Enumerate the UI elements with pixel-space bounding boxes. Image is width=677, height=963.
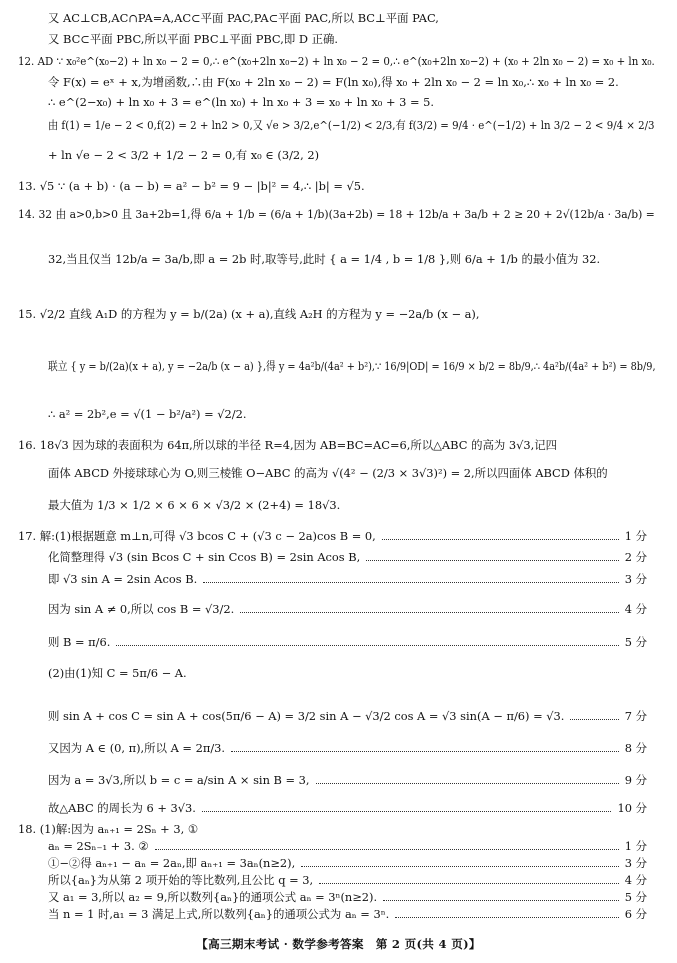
score-mark: 2 分 <box>624 550 647 564</box>
line-text: 15. √2/2 直线 A₁D 的方程为 y = b/(2a) (x + a),直线 A₂H 的方程为 y = −2a/b (x − a), <box>18 307 480 321</box>
step-text: 17. 解:(1)根据题意 m⊥n,可得 √3 bcos C + (√3 c − 2a)cos B = 0, <box>18 529 376 543</box>
step-text: ①−②得 aₙ₊₁ − aₙ = 2aₙ,即 aₙ₊₁ = 3aₙ(n≥2), <box>48 856 296 870</box>
score-mark: 4 分 <box>624 602 647 616</box>
line-text: 14. 32 由 a>0,b>0 且 3a+2b=1,得 6/a + 1/b = (6/a + 1/b)(3a+2b) = 18 + 12b/a + 3a/b + 2 ≥ 20 + 2√(12b/a · 3a/b) = <box>18 207 655 221</box>
dotted-leader <box>570 719 618 720</box>
score-mark: 8 分 <box>624 741 647 755</box>
step-text: aₙ = 2Sₙ₋₁ + 3. ② <box>48 839 149 853</box>
step-text: 又 a₁ = 3,所以 a₂ = 9,所以数列{aₙ}的通项公式 aₙ = 3ⁿ(n≥2). <box>48 890 378 904</box>
score-mark: 1 分 <box>624 529 647 543</box>
line-text: 12. AD ∵ x₀²e^(x₀−2) + ln x₀ − 2 = 0,∴ e^(x₀+2ln x₀−2) + ln x₀ − 2 = 0,∴ e^(x₀+2ln x₀−2) + (x₀ + 2ln x₀ − 2) = x₀ + ln x₀. <box>18 54 655 68</box>
score-row-q17_4 <box>48 601 647 617</box>
dotted-leader <box>155 849 619 850</box>
step-text: 化简整理得 √3 (sin Bcos C + sin Ccos B) = 2sin Acos B, <box>48 550 361 564</box>
step-text: 故△ABC 的周长为 6 + 3√3. <box>48 801 196 815</box>
score-row-q18_1 <box>48 838 647 854</box>
score-row-q17_8 <box>48 740 647 756</box>
line-text: 面体 ABCD 外接球球心为 O,则三棱锥 O−ABC 的高为 √(4² − (2/3 × 3√3)²) = 2,所以四面体 ABCD 体积的 <box>48 466 608 480</box>
score-row-q17_2 <box>48 549 647 565</box>
score-mark: 6 分 <box>624 907 647 921</box>
dotted-leader <box>202 811 612 812</box>
score-row-q17_7 <box>48 708 647 724</box>
line-text: ∴ a² = 2b²,e = √(1 − b²/a²) = √2/2. <box>48 407 247 421</box>
step-text: 当 n = 1 时,a₁ = 3 满足上式,所以数列{aₙ}的通项公式为 aₙ = 3ⁿ. <box>48 907 390 921</box>
dotted-leader <box>319 883 619 884</box>
score-mark: 9 分 <box>624 773 647 787</box>
step-text: 即 √3 sin A = 2sin Acos B. <box>48 572 198 586</box>
dotted-leader <box>382 539 619 540</box>
line-text: 最大值为 1/3 × 1/2 × 6 × 6 × √3/2 × (2+4) = 18√3. <box>48 498 341 512</box>
step-text: 则 B = π/6. <box>48 635 111 649</box>
dotted-leader <box>316 783 619 784</box>
line-text: 由 f(1) = 1/e − 2 < 0,f(2) = 2 + ln2 > 0,又 √e > 3/2,e^(−1/2) < 2/3,有 f(3/2) = 9/4 · e^(−1/2) + ln 3/2 − 2 < 9/4 × 2/3 <box>48 118 655 132</box>
dotted-leader <box>366 560 618 561</box>
dotted-leader <box>240 612 619 613</box>
line-text: 18. (1)解:因为 aₙ₊₁ = 2Sₙ + 3, ① <box>18 822 199 836</box>
line-text: 联立 { y = b/(2a)(x + a), y = −2a/b (x − a) },得 y = 4a²b/(4a² + b²),∵ 16/9|OD| = 16/9 × b/2 = 8b/9,∴ 4a²b/(4a² + b²) = 8b/9, <box>48 359 656 373</box>
score-mark: 5 分 <box>624 635 647 649</box>
score-mark: 4 分 <box>624 873 647 887</box>
step-text: 所以{aₙ}为从第 2 项开始的等比数列,且公比 q = 3, <box>48 873 314 887</box>
step-text: 又因为 A ∈ (0, π),所以 A = 2π/3. <box>48 741 226 755</box>
score-row-q18_3 <box>48 855 647 871</box>
dotted-leader <box>395 917 618 918</box>
dotted-leader <box>231 751 619 752</box>
line-text: 令 F(x) = eˣ + x,为增函数,∴由 F(x₀ + 2ln x₀ − 2) = F(ln x₀),得 x₀ + 2ln x₀ − 2 = ln x₀,∴ x₀ + ln x₀ = 2. <box>48 75 619 89</box>
score-mark: 7 分 <box>624 709 647 723</box>
score-mark: 1 分 <box>624 839 647 853</box>
line-text: 又 BC⊂平面 PBC,所以平面 PBC⊥平面 PBC,即 D 正确. <box>48 32 339 46</box>
page-footer: 【高三期末考试 · 数学参考答案 第 2 页(共 4 页)】 <box>196 937 481 951</box>
dotted-leader <box>301 866 619 867</box>
dotted-leader <box>116 645 618 646</box>
score-row-q18_4 <box>48 872 647 888</box>
line-text: 32,当且仅当 12b/a = 3a/b,即 a = 2b 时,取等号,此时 { a = 1/4 , b = 1/8 },则 6/a + 1/b 的最小值为 32. <box>48 252 601 266</box>
dotted-leader <box>383 900 619 901</box>
score-mark: 3 分 <box>624 856 647 870</box>
line-text: + ln √e − 2 < 3/2 + 1/2 − 2 = 0,有 x₀ ∈ (3/2, 2) <box>48 148 320 162</box>
step-text: 则 sin A + cos C = sin A + cos(5π/6 − A) = 3/2 sin A − √3/2 cos A = √3 sin(A − π/6) = √3. <box>48 709 565 723</box>
dotted-leader <box>203 582 619 583</box>
score-row-q17_10 <box>48 800 647 816</box>
step-text: 因为 sin A ≠ 0,所以 cos B = √3/2. <box>48 602 235 616</box>
step-text: 因为 a = 3√3,所以 b = c = a/sin A × sin B = 3, <box>48 773 310 787</box>
score-row-q18_5 <box>48 889 647 905</box>
score-row-q17_9 <box>48 772 647 788</box>
score-mark: 3 分 <box>624 572 647 586</box>
line-text: (2)由(1)知 C = 5π/6 − A. <box>48 666 187 680</box>
line-text: ∴ e^(2−x₀) + ln x₀ + 3 = e^(ln x₀) + ln x₀ + 3 = x₀ + ln x₀ + 3 = 5. <box>48 95 435 109</box>
line-text: 又 AC⊥CB,AC∩PA=A,AC⊂平面 PAC,PA⊂平面 PAC,所以 BC⊥平面 PAC, <box>48 11 439 25</box>
score-mark: 5 分 <box>624 890 647 904</box>
score-row-q17_1 <box>18 528 647 544</box>
score-row-q17_3 <box>48 571 647 587</box>
score-row-q18_6 <box>48 906 647 922</box>
line-text: 16. 18√3 因为球的表面积为 64π,所以球的半径 R=4,因为 AB=BC=AC=6,所以△ABC 的高为 3√3,记四 <box>18 438 558 452</box>
line-text: 13. √5 ∵ (a + b) · (a − b) = a² − b² = 9 − |b|² = 4,∴ |b| = √5. <box>18 179 365 193</box>
score-row-q17_5 <box>48 634 647 650</box>
score-mark: 10 分 <box>617 801 647 815</box>
